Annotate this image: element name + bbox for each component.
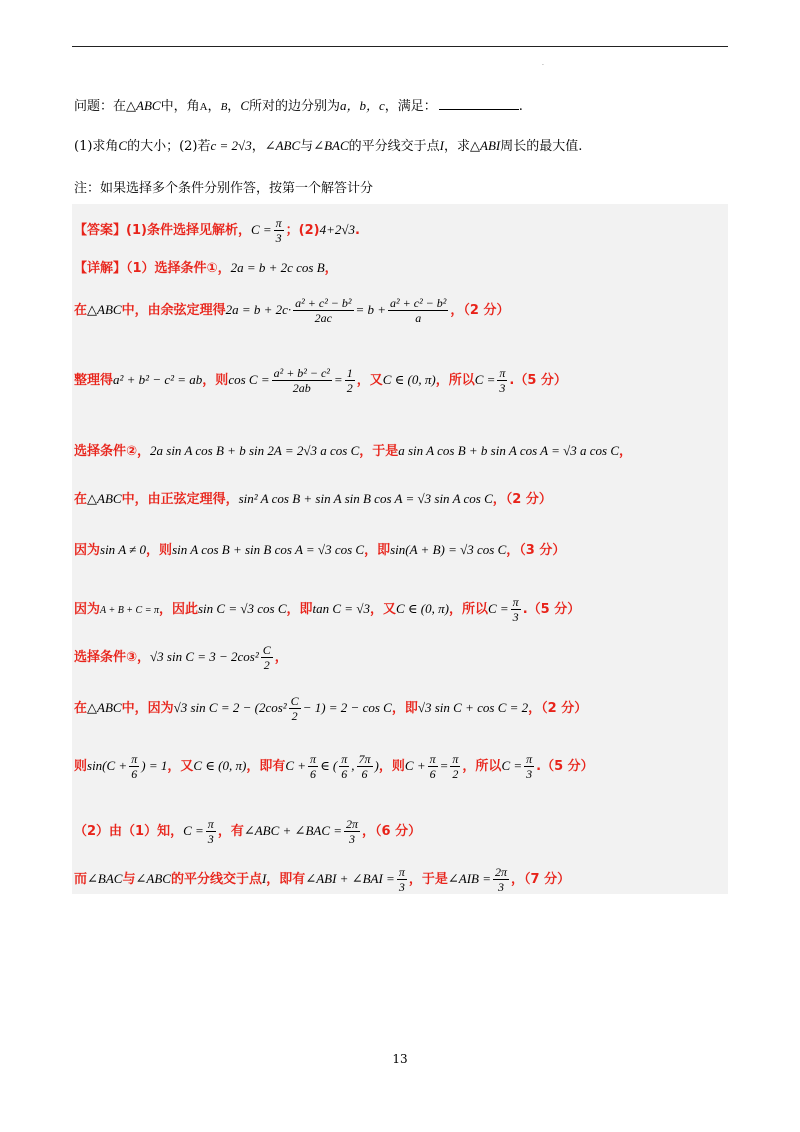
solution-text: 2	[452, 767, 459, 781]
solution-text: 3	[398, 880, 405, 894]
fraction	[450, 752, 460, 781]
solution-text: 3	[207, 832, 214, 846]
solution-text: C	[290, 694, 299, 708]
page-number: 13	[392, 1052, 408, 1066]
problem-text: ，求	[444, 139, 471, 154]
solution-text: 因为	[74, 543, 101, 558]
solution-text: 1	[346, 366, 353, 380]
problem-text: 中，角	[160, 99, 200, 114]
solution-text: 选择条件③，	[74, 650, 151, 665]
equation: ∠ABI + ∠BAI =	[305, 871, 395, 886]
solution-text: C =	[474, 372, 496, 387]
fraction	[497, 366, 507, 395]
solution-text: ，即有	[246, 759, 286, 774]
fraction	[293, 296, 353, 325]
score: .（5 分）	[509, 373, 567, 388]
solution-text: 在	[74, 701, 88, 716]
equation: tan C = √3	[312, 601, 370, 616]
angle-label: ∠BAC	[87, 871, 123, 886]
solution-text: ，所以	[435, 373, 475, 388]
solution-line-12	[74, 817, 421, 846]
solution-line-10	[74, 694, 587, 723]
solution-line-11	[74, 752, 594, 781]
solution-text: ，	[274, 650, 288, 665]
solution-text: ，于是	[408, 872, 448, 887]
sides-label: a，b，c	[340, 98, 385, 113]
solution-text: ，又	[167, 759, 194, 774]
solution-text: ,	[351, 758, 355, 773]
fraction	[357, 752, 373, 781]
equation: C ∈ (0, π)	[193, 758, 247, 773]
point-i: I	[439, 138, 444, 153]
solution-text: 则	[74, 759, 88, 774]
solution-text: 2ac	[314, 311, 332, 325]
solution-text: 6	[361, 767, 368, 781]
answer-text: ；(2)	[285, 223, 320, 238]
solution-text: π	[429, 752, 436, 766]
solution-text: ，即	[391, 701, 418, 716]
fraction	[308, 752, 318, 781]
equation: sin C = √3 cos C	[198, 601, 287, 616]
score: ，（2 分）	[450, 303, 510, 318]
solution-text: π	[512, 595, 519, 609]
solution-line-8	[74, 595, 580, 624]
solution-text: 整理得	[74, 373, 114, 388]
solution-text: π	[398, 865, 405, 879]
solution-text: ，因此	[158, 602, 198, 617]
solution-text: 中，由余弦定理得	[121, 303, 226, 318]
detail-label: 【详解】	[74, 261, 127, 276]
fraction	[493, 865, 509, 894]
fraction	[344, 817, 360, 846]
problem-text: 的大小；(2)若	[127, 139, 211, 154]
equation: √3 sin C = 3 − 2cos²	[150, 649, 259, 664]
fraction	[261, 643, 273, 672]
answer-blank	[439, 97, 519, 110]
solution-text: ，则	[378, 759, 405, 774]
equation: cos C =	[228, 372, 270, 387]
solution-text: 2	[346, 381, 353, 395]
score: ，（2 分）	[492, 492, 552, 507]
fraction	[428, 752, 438, 781]
solution-text: )	[374, 758, 379, 773]
header-dot: .	[542, 60, 544, 67]
score: .（5 分）	[536, 759, 594, 774]
equation: 2a = b + 2c cos B	[230, 260, 325, 275]
problem-line-1	[74, 97, 523, 116]
fraction	[388, 296, 448, 325]
equation: A + B + C = π	[100, 605, 159, 616]
fraction	[274, 216, 284, 245]
comma: ，	[227, 99, 241, 114]
solution-line-4	[74, 366, 567, 395]
equation: √3 sin C = 2 − (2cos²	[173, 700, 287, 715]
solution-text: π	[131, 752, 138, 766]
solution-text: ，又	[356, 373, 383, 388]
solution-text: C +	[285, 758, 307, 773]
fraction	[339, 752, 349, 781]
solution-text: 而	[74, 872, 88, 887]
fraction	[511, 595, 521, 624]
fraction	[272, 366, 332, 395]
solution-text: 与	[122, 872, 136, 887]
solution-text: π	[341, 752, 348, 766]
solution-text: 2π	[346, 817, 359, 831]
problem-line-2	[74, 137, 582, 156]
solution-text: a² + c² − b²	[295, 296, 352, 310]
period: .	[355, 223, 360, 238]
score: ，（3 分）	[506, 543, 566, 558]
solution-text: 6	[341, 767, 348, 781]
equation: = b +	[355, 302, 387, 317]
equation: 4+2√3	[319, 222, 356, 237]
angle-label: ∠ABC	[135, 871, 171, 886]
solution-text: ，有	[217, 824, 244, 839]
solution-line-13	[74, 865, 570, 894]
equation: ∠AIB =	[447, 871, 491, 886]
solution-text: ∈ (	[320, 758, 338, 773]
solution-text: a	[415, 311, 422, 325]
equation: ∠ABC + ∠BAC =	[243, 823, 343, 838]
problem-text: 周长的最大值.	[500, 139, 583, 154]
point-i: I	[261, 871, 267, 886]
solution-text: 2	[263, 658, 270, 672]
note-line: 注：如果选择多个条件分别作答，按第一个解答计分	[74, 181, 374, 196]
triangle-label: △ABC	[87, 491, 122, 506]
solution-text: π	[275, 216, 282, 230]
triangle-label: △ABC	[87, 302, 122, 317]
fraction	[345, 366, 355, 395]
equation: c = 2√3	[210, 138, 252, 153]
solution-text: 3	[499, 381, 506, 395]
solution-text: ，即	[286, 602, 313, 617]
fraction	[289, 694, 301, 723]
equation: sin A ≠ 0	[100, 542, 147, 557]
solution-text: ，即有	[266, 872, 306, 887]
solution-text: π	[452, 752, 459, 766]
solution-text: C =	[487, 601, 509, 616]
solution-text: 中，因为	[121, 701, 174, 716]
solution-text: π	[207, 817, 214, 831]
solution-text: π	[526, 752, 533, 766]
solution-text: 2ab	[292, 381, 311, 395]
solution-text: π	[310, 752, 317, 766]
solution-text: ，于是	[359, 444, 399, 459]
solution-text: =	[439, 758, 449, 773]
detail-line	[74, 259, 338, 278]
solution-text: ，	[619, 444, 633, 459]
equation: sin A cos B + sin B cos A = √3 cos C	[172, 542, 365, 557]
score: ，（6 分）	[362, 824, 422, 839]
problem-text: 所对的边分别为	[248, 99, 340, 114]
solution-text: 7π	[358, 752, 371, 766]
solution-text: 中，由正弦定理得，	[121, 492, 239, 507]
comma: ，	[324, 261, 338, 276]
angle-label: ∠BAC	[313, 138, 349, 153]
equation: C ∈ (0, π)	[382, 372, 436, 387]
solution-text: 6	[310, 767, 317, 781]
solution-text: 3	[526, 767, 533, 781]
comma: ，	[207, 99, 221, 114]
solution-text: 6	[429, 767, 436, 781]
solution-text: ，又	[369, 602, 396, 617]
solution-text: a² + c² − b²	[390, 296, 447, 310]
angle-a: A	[199, 101, 208, 113]
solution-text: 3	[275, 231, 282, 245]
equation: sin² A cos B + sin A sin B cos A = √3 sin A cos C	[238, 491, 493, 506]
solution-text: π	[499, 366, 506, 380]
equation: sin(A + B) = √3 cos C	[390, 542, 507, 557]
solution-text: 6	[131, 767, 138, 781]
equation: C =	[183, 823, 204, 838]
solution-text: 因为	[74, 602, 101, 617]
angle-c: C	[118, 138, 128, 153]
solution-text: ，所以	[462, 759, 502, 774]
solution-text: 选择条件②，	[74, 444, 151, 459]
solution-text: 2	[291, 709, 298, 723]
fraction	[397, 865, 407, 894]
solution-line-6	[74, 490, 552, 509]
answer-label: 【答案】	[74, 223, 127, 238]
header-rule	[72, 46, 728, 47]
score: ，（7 分）	[511, 872, 571, 887]
triangle-label: △ABI	[470, 138, 501, 153]
solution-text: C +	[404, 758, 426, 773]
score: .（5 分）	[522, 602, 581, 617]
equation: 2a sin A cos B + b sin 2A = 2√3 a cos C	[150, 443, 360, 458]
solution-text: 3	[498, 880, 504, 894]
solution-text: 2π	[495, 865, 508, 879]
problem-text: ，满足：	[384, 99, 437, 114]
equation: a² + b² − c² = ab	[113, 372, 203, 387]
problem-text: 与	[300, 139, 314, 154]
angle-b: B	[220, 101, 228, 113]
solution-line-7	[74, 541, 565, 560]
angle-c: C	[240, 98, 249, 113]
fraction	[129, 752, 139, 781]
solution-text: ，所以	[448, 602, 488, 617]
comma: ，	[251, 139, 265, 154]
solution-text: =	[333, 372, 343, 387]
solution-text: a² + b² − c²	[273, 366, 330, 380]
solution-text: 3	[512, 610, 519, 624]
angle-label: ∠ABC	[264, 138, 301, 153]
solution-text: 的平分线交于点	[170, 872, 262, 887]
solution-text: ，则	[202, 373, 229, 388]
solution-text: ，则	[146, 543, 173, 558]
equation: C ∈ (0, π)	[395, 601, 449, 616]
solution-text: 3	[349, 832, 356, 846]
problem-text: 的平分线交于点	[348, 139, 440, 154]
fraction	[524, 752, 534, 781]
solution-text: （1）选择条件①，	[126, 261, 231, 276]
solution-text: C =	[501, 758, 523, 773]
answer-text: (1)条件选择见解析，	[126, 223, 251, 238]
solution-text: 在	[74, 492, 88, 507]
equation: a sin A cos B + b sin A cos A = √3 a cos C	[398, 443, 620, 458]
period: .	[518, 99, 523, 114]
solution-text: − 1) = 2 − cos C	[302, 700, 392, 715]
solution-line-3	[74, 296, 509, 325]
equation: 2a = b + 2c·	[225, 302, 292, 317]
fraction	[206, 817, 216, 846]
problem-text: (1)求角	[74, 139, 119, 154]
equation: sin(C +	[87, 758, 128, 773]
problem-text: 问题：在	[74, 99, 127, 114]
equation: √3 sin C + cos C = 2	[417, 700, 529, 715]
equation: C =	[250, 222, 272, 237]
triangle-label: △ABC	[126, 98, 161, 113]
score: ，（2 分）	[528, 701, 588, 716]
triangle-label: △ABC	[87, 700, 122, 715]
solution-line-9	[74, 643, 288, 672]
solution-text: 在	[74, 303, 88, 318]
answer-line	[74, 216, 360, 245]
solution-text: （2）由（1）知，	[74, 824, 184, 839]
solution-text: ，即	[364, 543, 391, 558]
solution-text: ) = 1	[141, 758, 168, 773]
solution-line-5	[74, 442, 632, 461]
solution-text: C	[262, 643, 271, 657]
